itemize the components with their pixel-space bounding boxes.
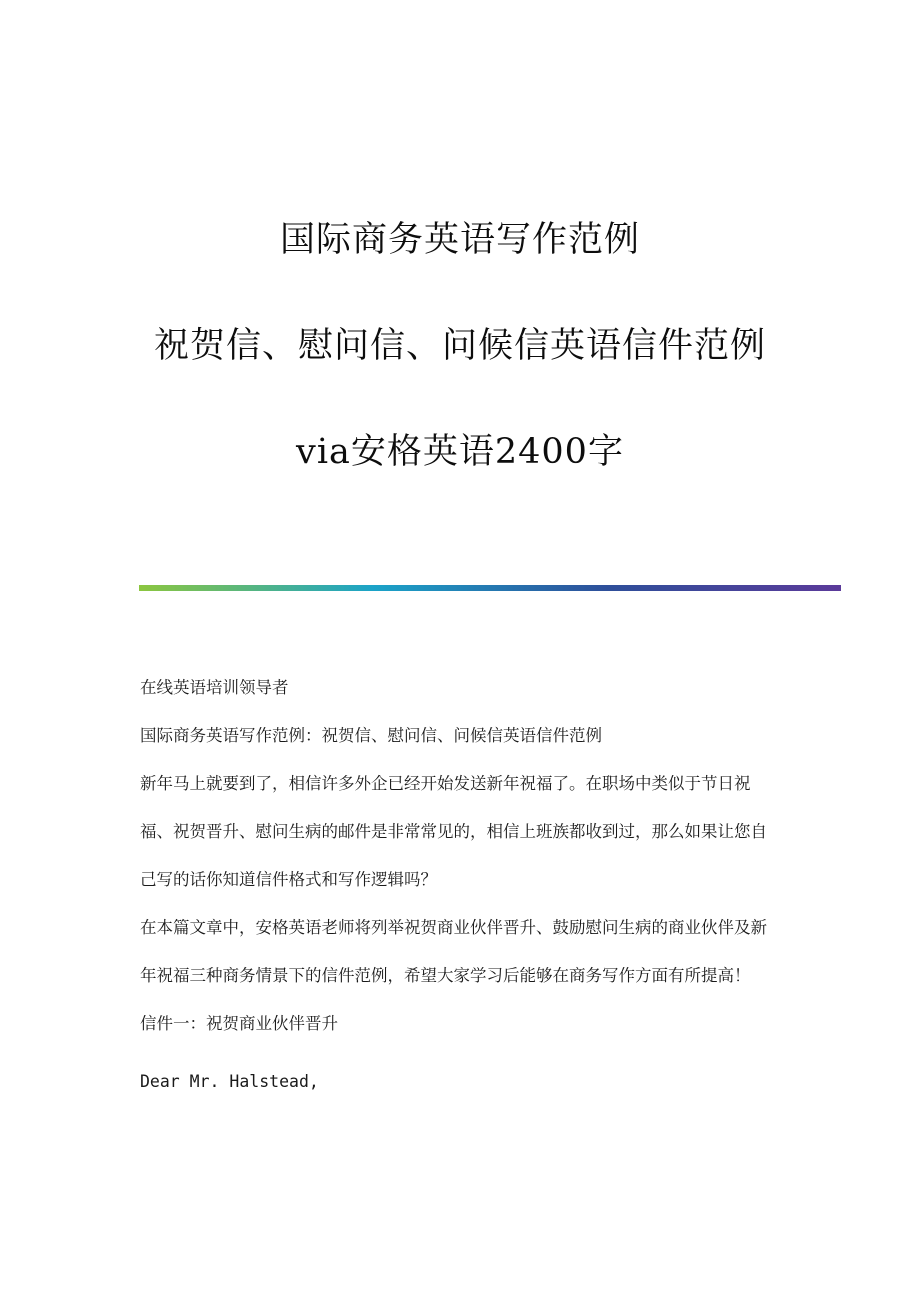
document-source-line: via安格英语2400字 bbox=[296, 432, 624, 472]
intro-paragraph: 新年马上就要到了，相信许多外企已经开始发送新年祝福了。在职场中类似于节日祝福、祝贺晋升、慰问生病的邮件是非常常见的，相信上班族都收到过，那么如果让您自己写的话你知道信件格式和写作逻辑吗？ bbox=[140, 774, 767, 889]
document-title: 国际商务英语写作范例 bbox=[279, 220, 640, 260]
body-text bbox=[140, 664, 780, 1106]
document-subtitle: 祝贺信、慰问信、问候信英语信件范例 bbox=[153, 326, 766, 366]
letter-greeting: Dear Mr. Halstead, bbox=[140, 1072, 319, 1091]
topic-paragraph: 国际商务英语写作范例：祝贺信、慰问信、问候信英语信件范例 bbox=[140, 726, 602, 745]
gradient-divider bbox=[139, 585, 841, 591]
title-block bbox=[0, 212, 920, 480]
overview-paragraph: 在本篇文章中，安格英语老师将列举祝贺商业伙伴晋升、鼓励慰问生病的商业伙伴及新年祝福三种商务情景下的信件范例，希望大家学习后能够在商务写作方面有所提高！ bbox=[140, 918, 767, 985]
tagline-paragraph: 在线英语培训领导者 bbox=[140, 678, 289, 697]
letter-heading: 信件一：祝贺商业伙伴晋升 bbox=[140, 1014, 338, 1033]
